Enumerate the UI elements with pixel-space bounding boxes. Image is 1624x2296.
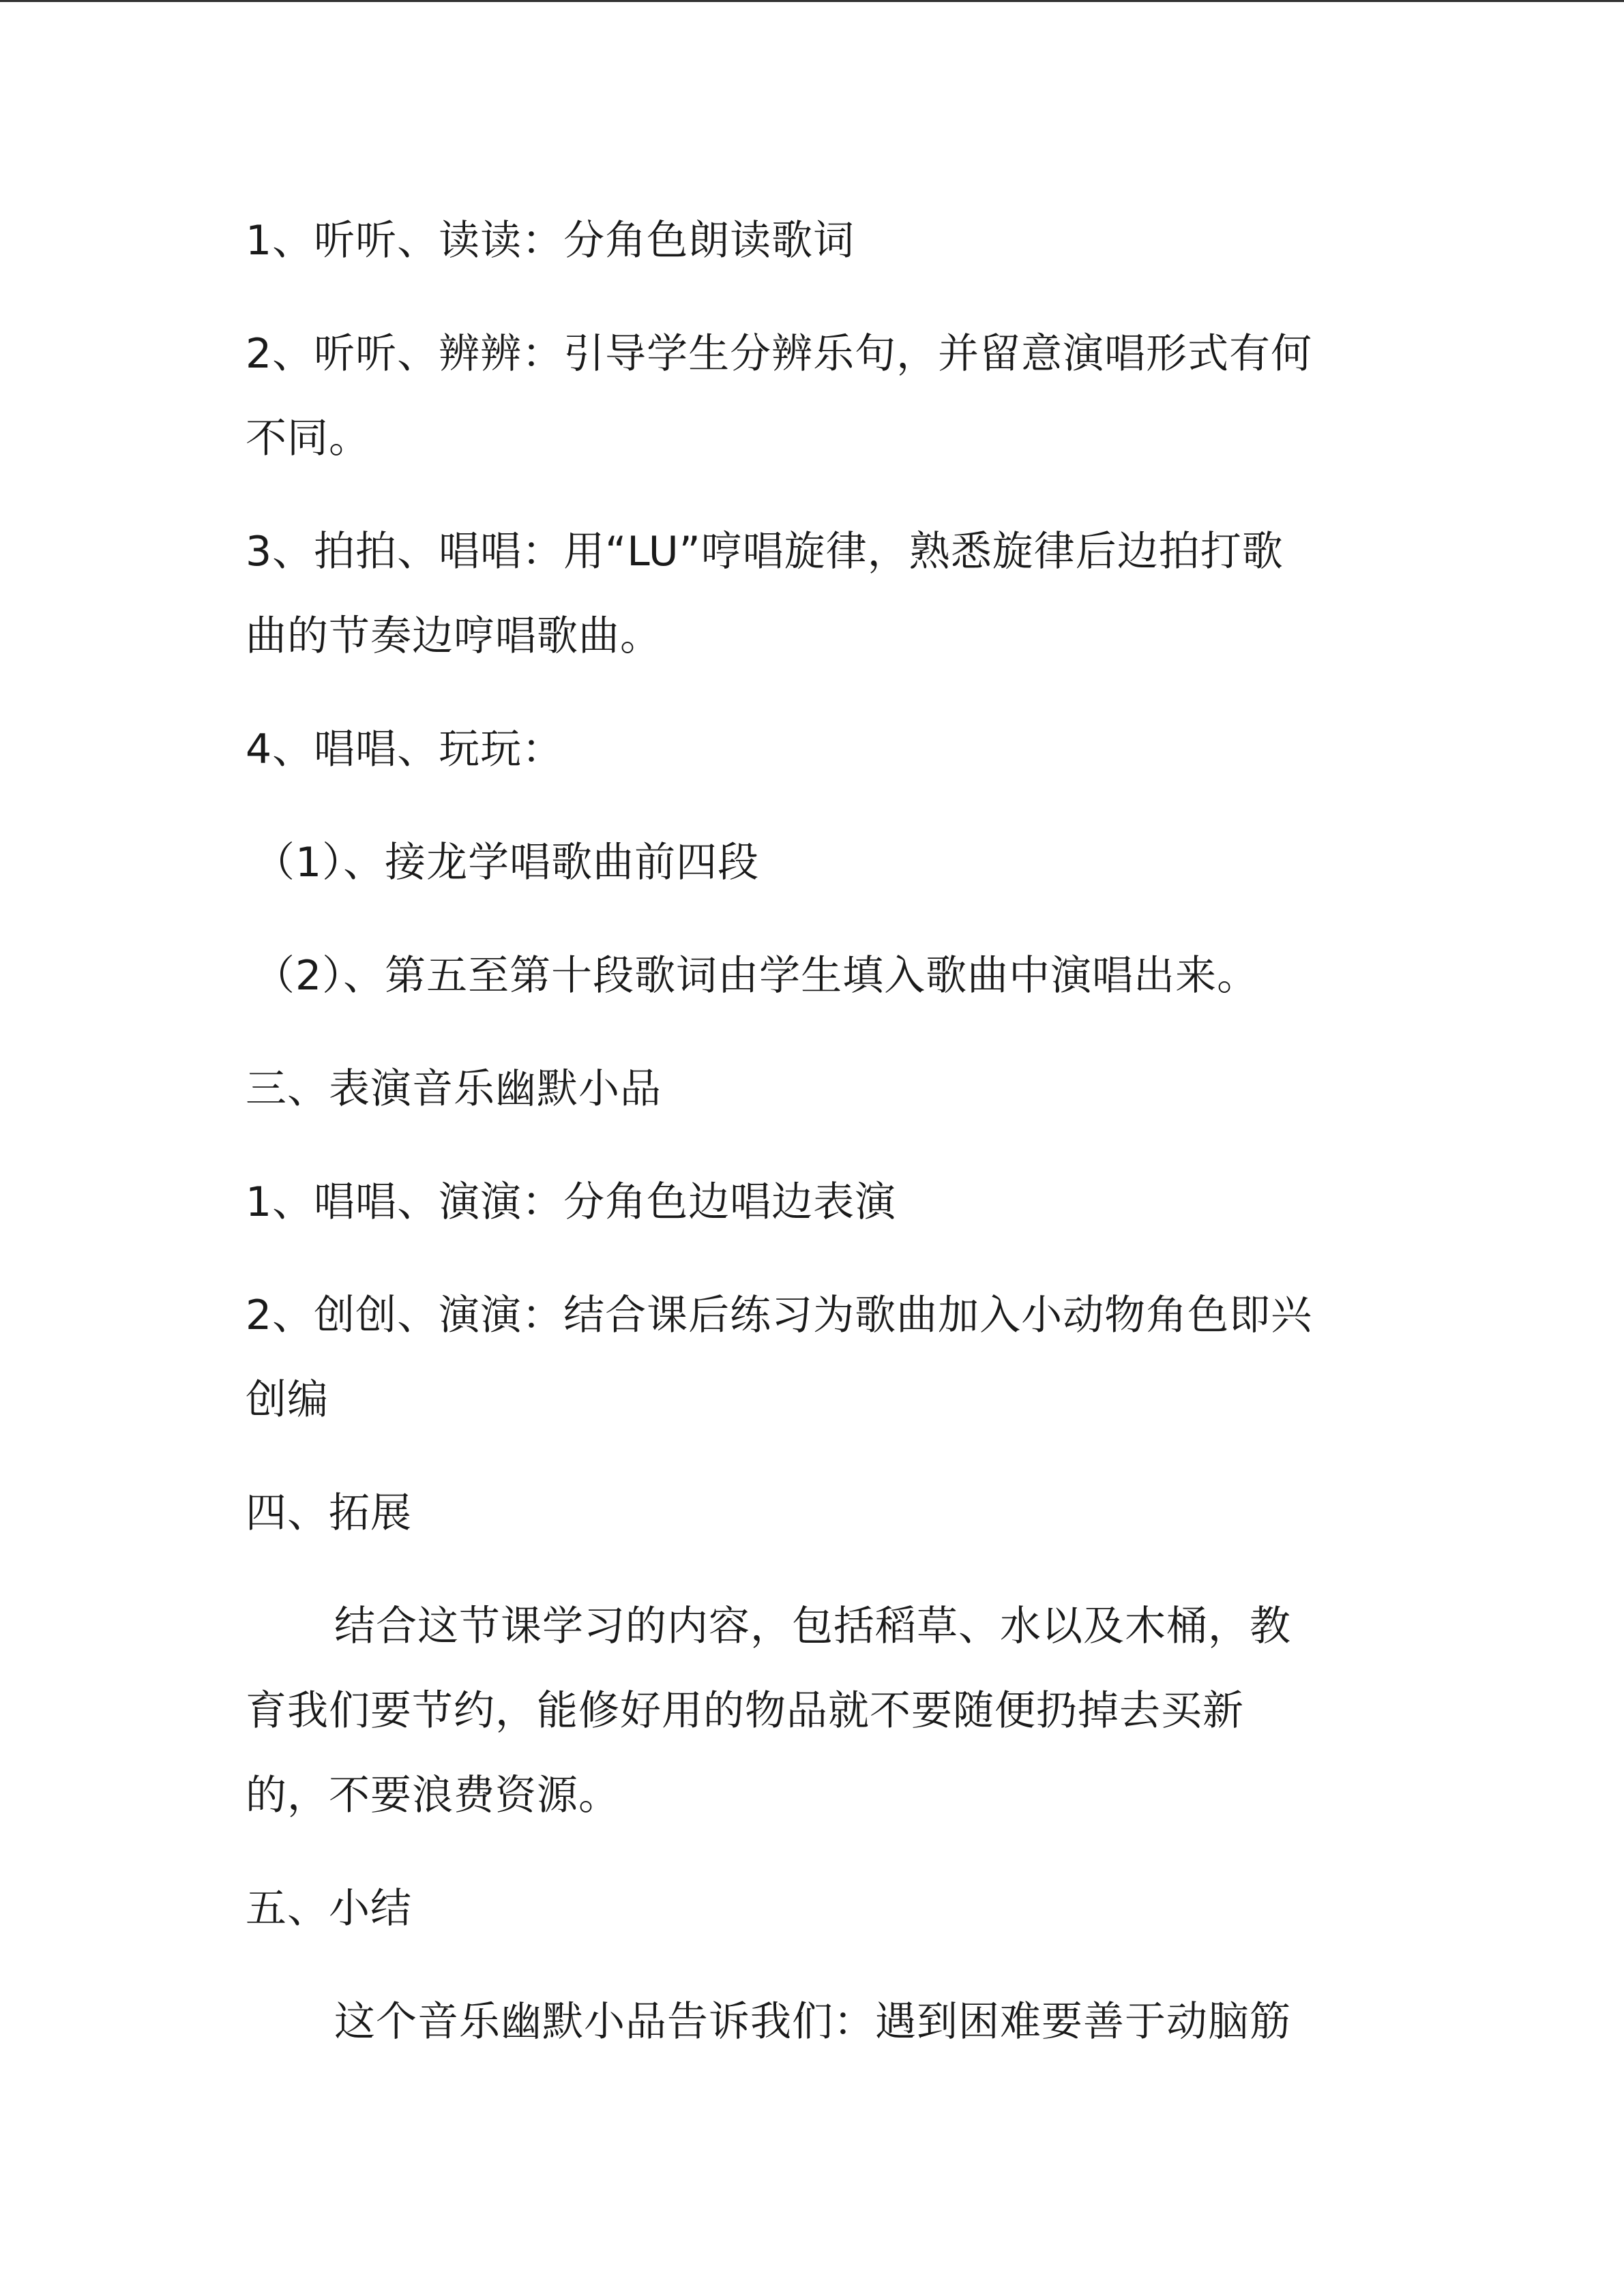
section-heading-4: 四、拓展 [246,1489,412,1537]
extension-paragraph-line-3: 的，不要浪费资源。 [246,1772,620,1819]
substep-2: （2）、第五至第十段歌词由学生填入歌曲中演唱出来。 [254,952,1259,1000]
summary-paragraph-line-1: 这个音乐幽默小品告诉我们：遇到困难要善于动脑筋 [334,1998,1291,2046]
step-create-act-cont: 创编 [246,1376,329,1424]
step-sing-play: 4、唱唱、玩玩： [246,726,564,773]
step-listen-read: 1、听听、读读：分角色朗读歌词 [246,217,855,265]
step-listen-distinguish: 2、听听、辨辨：引导学生分辨乐句，并留意演唱形式有何 [246,330,1313,378]
section-heading-5: 五、小结 [246,1885,412,1933]
step-clap-sing-cont: 曲的节奏边哼唱歌曲。 [246,612,662,660]
extension-paragraph-line-1: 结合这节课学习的内容，包括稻草、水以及木桶，教 [334,1602,1291,1650]
step-create-act: 2、创创、演演：结合课后练习为歌曲加入小动物角色即兴 [246,1292,1313,1339]
step-listen-distinguish-cont: 不同。 [246,415,370,462]
step-sing-act: 1、唱唱、演演：分角色边唱边表演 [246,1178,897,1226]
step-clap-sing: 3、拍拍、唱唱：用“LU”哼唱旋律，熟悉旋律后边拍打歌 [246,528,1284,576]
section-heading-3: 三、表演音乐幽默小品 [246,1065,662,1113]
substep-1: （1）、接龙学唱歌曲前四段 [254,839,760,886]
extension-paragraph-line-2: 育我们要节约，能修好用的物品就不要随便扔掉去买新 [246,1687,1244,1735]
